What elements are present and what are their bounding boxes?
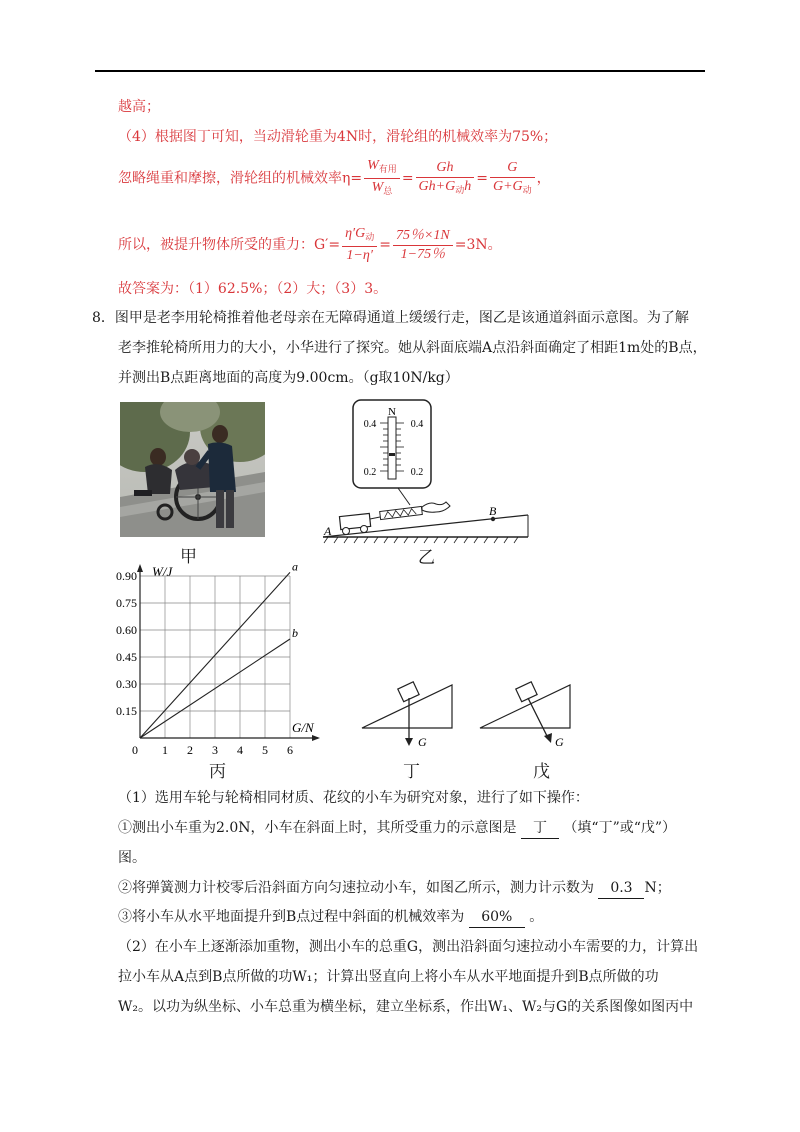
answer-blank-2: 0.3 [598, 878, 644, 899]
part-1-item-2: ②将弹簧测力计校零后沿斜面方向匀速拉动小车，如图乙所示，测力计示数为 0.3 N； [118, 878, 671, 899]
caption-jia: 甲 [180, 547, 197, 567]
fraction-w-useful-over-w-total: $\frac{W_{有用}}{W_总}$ [364, 157, 400, 200]
x-axis-label: G/N [292, 720, 314, 735]
incline-wu [478, 680, 578, 755]
question-8-line-1: 8．图甲是老李用轮椅推着他老母亲在无障碍通道上缓缓行走，图乙是该通道斜面示意图。为了解 [92, 310, 689, 326]
question-8-line-3: 并测出B点距离地面的高度为9.00cm。（g取10N/kg） [118, 370, 459, 386]
y-tick-label: 0.90 [116, 569, 137, 583]
y-tick-label: 0.45 [116, 650, 137, 664]
gauge-label-bottom-right: 0.2 [410, 467, 424, 478]
question-number: 8． [92, 310, 115, 326]
caption-yi: 乙 [418, 548, 435, 568]
part-1-intro: （1）选用车轮与轮椅相同材质、花纹的小车为研究对象，进行了如下操作： [118, 790, 589, 806]
series-label-b: b [292, 626, 298, 640]
caption-bing: 丙 [209, 762, 226, 782]
x-tick-label: 4 [237, 743, 243, 757]
x-axis-arrow [312, 735, 320, 741]
x-tick-label: 6 [287, 743, 293, 757]
x-tick-label: 3 [212, 743, 218, 757]
caption-wu: 戊 [533, 762, 550, 782]
gauge-label-top-left: 0.4 [363, 419, 377, 430]
part-1-item-3: ③将小车从水平地面提升到B点过程中斜面的机械效率为 60% 。 [118, 907, 543, 928]
question-8-line-2: 老李推轮椅所用力的大小，小华进行了探究。她从斜面底端A点沿斜面确定了相距1m处的B点， [118, 340, 707, 356]
part-2-line-2: 拉小车从A点到B点所做的功W₁；计算出竖直向上将小车从水平地面提升到B点所做的功 [118, 969, 659, 985]
gauge-unit: N [388, 406, 396, 418]
efficiency-prefix: 忽略绳重和摩擦，滑轮组的机械效率η= [118, 170, 363, 187]
y-tick-label: 0.15 [116, 704, 137, 718]
y-tick-label: 0.75 [116, 596, 137, 610]
gravity-label-wu: G [555, 735, 564, 749]
work-weight-chart [110, 562, 325, 757]
weight-formula: 所以，被提升物体所受的重力：G′= $\frac{\eta'G_动}{1-\eta'}$ = $\frac{75\%\times 1N}{1-75\%}$ =3N。 [118, 226, 502, 263]
answer-line-1: 越高； [118, 99, 160, 115]
fraction-75: $\frac{75\%\times 1N}{1-75\%}$ [393, 227, 453, 264]
y-axis-label: W/J [152, 564, 173, 579]
caption-ding: 丁 [403, 762, 420, 782]
gravity-label-ding: G [418, 735, 427, 749]
x-tick-label: 5 [262, 743, 268, 757]
point-a-label: A [324, 524, 332, 538]
fraction-g: $\frac{G}{G+G_动}$ [490, 159, 535, 199]
point-b-label: B [489, 504, 497, 518]
y-tick-label: 0.60 [116, 623, 137, 637]
incline-ding [360, 680, 460, 755]
fraction-eta-g: $\frac{\eta'G_动}{1-\eta'}$ [342, 225, 377, 265]
answer-blank-1: 丁 [521, 818, 559, 839]
weight-prefix: 所以，被提升物体所受的重力：G′= [118, 237, 341, 253]
gauge-label-top-right: 0.4 [410, 419, 424, 430]
part-1-item-1: ①测出小车重为2.0N，小车在斜面上时，其所受重力的示意图是 丁 （填“丁”或“戊”） [118, 818, 676, 839]
y-axis-arrow [137, 564, 143, 572]
x-tick-label: 1 [162, 743, 168, 757]
x-tick-label: 2 [187, 743, 193, 757]
y-tick-label: 0.30 [116, 677, 137, 691]
incline-diagram [318, 395, 533, 550]
part-1-item-1-tail: 图。 [118, 850, 146, 866]
answer-blank-3: 60% [469, 907, 525, 928]
x-tick-label: 0 [132, 743, 138, 757]
gauge-label-bottom-left: 0.2 [363, 467, 377, 478]
answer-line-2: （4）根据图丁可知，当动滑轮重为4N时，滑轮组的机械效率为75%； [118, 129, 558, 145]
fraction-gh: $\frac{Gh}{Gh+G_动h}$ [416, 159, 475, 199]
part-2-line-3: W₂。以功为纵坐标、小车总重为横坐标，建立坐标系，作出W₁、W₂与G的关系图像如图丙中 [118, 999, 694, 1015]
answer-summary: 故答案为：（1）62.5%；（2）大；（3）3。 [118, 281, 388, 297]
series-label-a: a [292, 562, 298, 574]
efficiency-formula: 忽略绳重和摩擦，滑轮组的机械效率η= $\frac{W_{有用}}{W_总}$ = $\frac{Gh}{Gh+G_动h}$ = $\frac{G}{G+G_动}$ ， [118, 157, 551, 200]
header-rule [95, 70, 705, 72]
part-2-line-1: （2）在小车上逐渐添加重物，测出小车的总重G，测出沿斜面匀速拉动小车需要的力，计算出 [118, 939, 699, 955]
wheelchair-photo [120, 402, 265, 537]
